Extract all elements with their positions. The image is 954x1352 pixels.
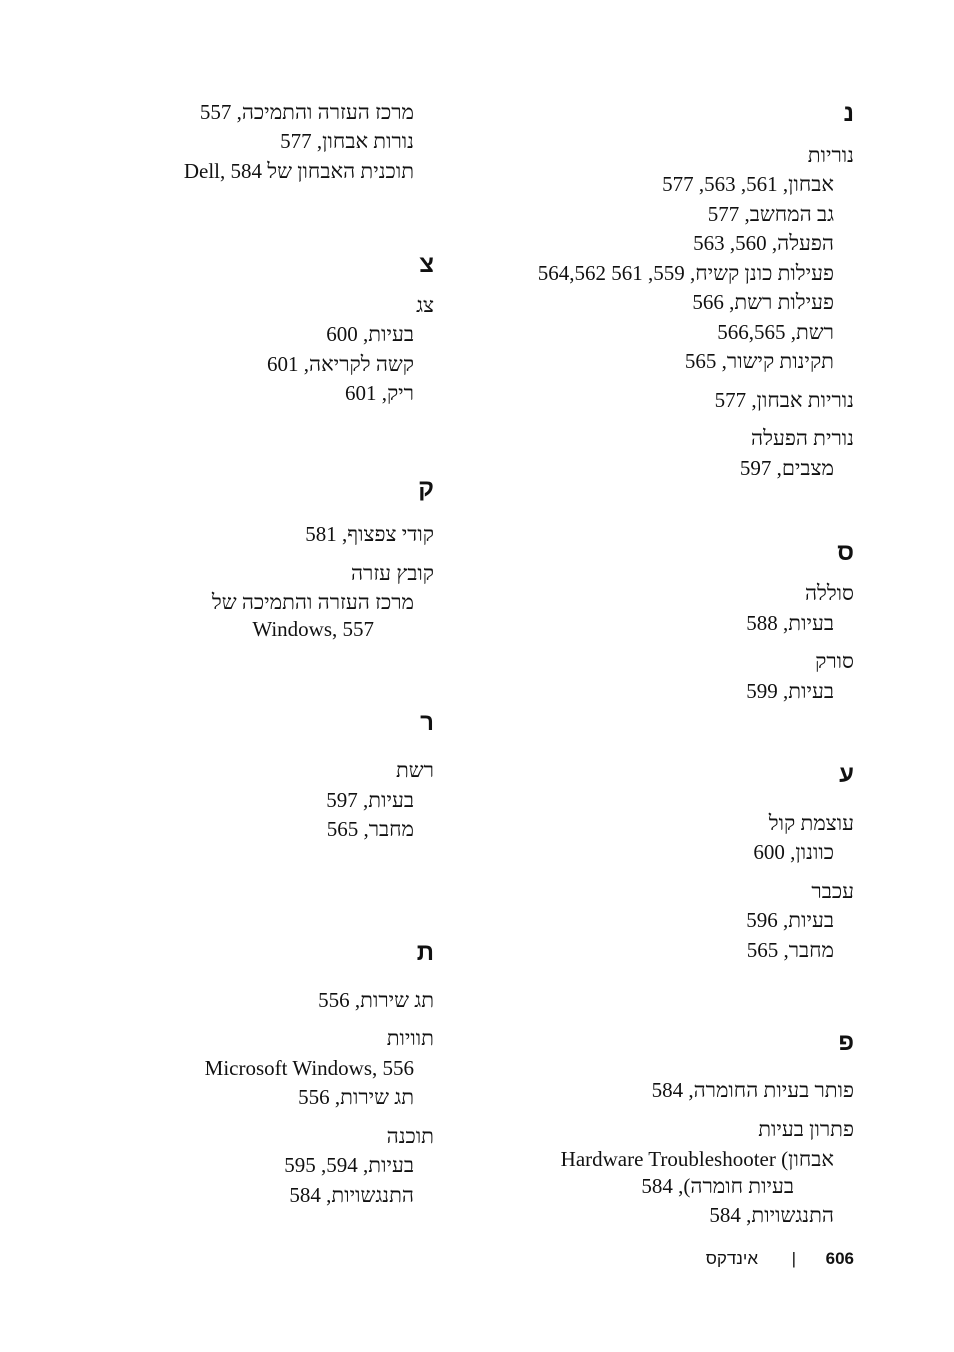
index-subentry: תוכנית האבחון של Dell, 584 bbox=[183, 159, 414, 183]
index-subentry: מצבים, 597 bbox=[739, 456, 834, 480]
index-subentry: התנגשויות, 584 bbox=[709, 1203, 834, 1227]
section-letter-samekh: ס bbox=[837, 539, 854, 566]
index-entry: פותר בעיות החומרה, 584 bbox=[651, 1078, 854, 1102]
index-subentry: בעיות, 594, 595 bbox=[284, 1153, 414, 1177]
index-subentry: מרכז העזרה והתמיכה של bbox=[211, 590, 414, 614]
index-entry: נורית הפעלה bbox=[751, 426, 854, 450]
index-subentry: התנגשויות, 584 bbox=[289, 1183, 414, 1207]
index-subentry: פעילות כונן קשיח, 559, 561 564,562 bbox=[537, 261, 834, 285]
index-entry: קובץ עזרה bbox=[350, 561, 434, 585]
index-subentry: כוונון, 600 bbox=[753, 840, 834, 864]
index-entry: תוכנה bbox=[386, 1124, 434, 1148]
footer-label: אינדקס bbox=[705, 1249, 758, 1268]
index-subentry: בעיות, 588 bbox=[746, 611, 834, 635]
section-letter-pe: פ bbox=[838, 1029, 854, 1056]
index-subentry: קשה לקריאה, 601 bbox=[267, 352, 414, 376]
section-letter-tav: ת bbox=[416, 939, 434, 966]
index-entry: נוריות אבחון, 577 bbox=[714, 388, 854, 412]
section-letter-nun: נ bbox=[843, 100, 854, 127]
page-number: 606 bbox=[825, 1249, 854, 1268]
index-entry: עוצמת קול bbox=[768, 811, 854, 835]
index-subentry: אבחון, 561, 563, 577 bbox=[662, 172, 834, 196]
index-subentry: בעיות, 600 bbox=[326, 322, 414, 346]
index-subentry: מרכז העזרה והתמיכה, 557 bbox=[199, 100, 414, 124]
section-letter-ayin: ע bbox=[839, 761, 854, 788]
section-letter-tsadi: צ bbox=[419, 251, 434, 278]
index-subentry: Microsoft Windows, 556 bbox=[204, 1056, 414, 1080]
index-subentry: נורות אבחון, 577 bbox=[280, 129, 414, 153]
index-subentry: גב המחשב, 577 bbox=[707, 202, 834, 226]
section-letter-qof: ק bbox=[418, 475, 434, 502]
index-subentry: תג שירות, 556 bbox=[298, 1085, 414, 1109]
index-subentry: מחבר, 565 bbox=[326, 817, 414, 841]
index-subentry: מחבר, 565 bbox=[746, 938, 834, 962]
index-subentry: פעילות רשת, 566 bbox=[692, 290, 834, 314]
index-subentry-continued: Windows, 557 bbox=[252, 617, 374, 641]
index-entry: עכבר bbox=[811, 879, 854, 903]
index-subentry: בעיות, 596 bbox=[746, 908, 834, 932]
footer-separator: | bbox=[791, 1249, 796, 1268]
index-subentry: רשת, 566,565 bbox=[717, 320, 834, 344]
index-entry: סוללה bbox=[804, 581, 854, 605]
index-entry: נוריות bbox=[807, 143, 854, 167]
index-subentry: ריק, 601 bbox=[344, 381, 414, 405]
index-entry: פתרון בעיות bbox=[758, 1117, 854, 1141]
index-subentry: תקינות קישור, 565 bbox=[684, 349, 834, 373]
index-subentry: Hardware Troubleshooter (אבחון bbox=[560, 1147, 834, 1171]
index-entry: סורק bbox=[815, 649, 854, 673]
index-entry: תוויות bbox=[386, 1026, 434, 1050]
index-entry: צג bbox=[416, 293, 434, 317]
index-subentry: הפעלה, 560, 563 bbox=[693, 231, 834, 255]
index-subentry-continued: בעיות חומרה), 584 bbox=[641, 1174, 794, 1198]
index-subentry: בעיות, 597 bbox=[326, 788, 414, 812]
index-entry: קודי צפצוף, 581 bbox=[305, 522, 434, 546]
index-subentry: בעיות, 599 bbox=[746, 679, 834, 703]
index-entry: תג שירות, 556 bbox=[318, 988, 434, 1012]
index-entry: רשת bbox=[396, 758, 434, 782]
section-letter-resh: ר bbox=[420, 709, 434, 736]
